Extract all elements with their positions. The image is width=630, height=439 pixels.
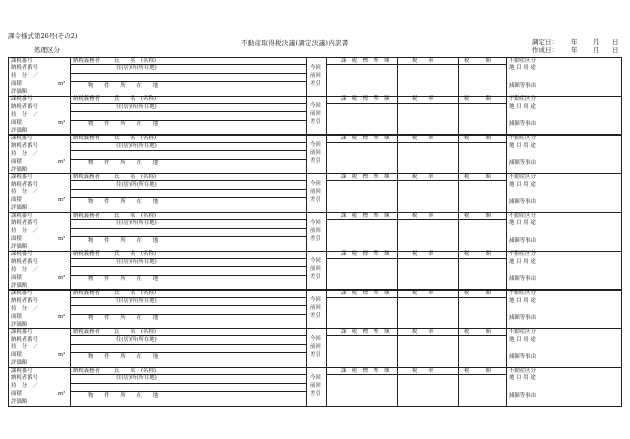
reduction-reason-label: 減額等事由 (509, 237, 536, 244)
address-label: 住(居)所(所在地) (116, 181, 157, 188)
taxpayer-label: 納税義務者 (73, 251, 100, 258)
name-label: 氏 名 (名称) (114, 251, 156, 258)
assessment-month-unit: 月 (593, 38, 600, 46)
property-class-label: 不動産区分 (509, 251, 536, 258)
tax-rate-header: 税 率 (412, 212, 434, 219)
land-use-label: 地 目 用 途 (509, 181, 536, 188)
taxpayer-number-label: 納税者番号 (11, 220, 38, 227)
property-location-label: 物 件 所 在 地 (88, 392, 159, 399)
this-time-label: 今回 (310, 219, 321, 226)
this-time-label: 今回 (310, 374, 321, 381)
tax-amount-header: 税 額 (464, 57, 491, 64)
reduction-reason-label: 減額等事由 (509, 82, 536, 89)
tax-base-header: 課 税 標 準 額 (341, 367, 390, 374)
assessed-value-label: 評価額 (11, 244, 28, 250)
assessment-day-unit: 日 (612, 38, 619, 46)
area-unit: m² (58, 391, 66, 398)
record-block (8, 328, 622, 367)
share-label: 持 分 ／ (11, 73, 38, 79)
tax-base-header: 課 税 標 準 額 (341, 212, 390, 219)
assessed-value-label: 評価額 (11, 321, 28, 328)
previous-label: 前回 (310, 343, 321, 350)
taxpayer-label: 納税義務者 (73, 328, 100, 335)
difference-label: 差引 (310, 313, 321, 319)
share-label: 持 分 ／ (11, 305, 38, 312)
taxpayer-label: 納税義務者 (73, 173, 100, 180)
name-label: 氏 名 (名称) (114, 173, 156, 180)
tax-rate-header: 税 率 (412, 57, 434, 64)
this-time-label: 今回 (310, 335, 321, 342)
share-label: 持 分 ／ (11, 111, 38, 118)
this-time-label: 今回 (310, 297, 321, 303)
previous-label: 前回 (310, 111, 321, 118)
tax-number-label: 課税番号 (11, 212, 33, 219)
taxpayer-number-label: 納税者番号 (11, 259, 38, 266)
land-use-label: 地 目 用 途 (509, 142, 536, 149)
address-label: 住(居)所(所在地) (116, 104, 157, 111)
land-use-label: 地 目 用 途 (509, 375, 536, 382)
taxpayer-label: 納税義務者 (73, 96, 100, 103)
name-label: 氏 名 (名称) (114, 135, 156, 141)
tax-base-header: 課 税 標 準 額 (341, 96, 390, 103)
difference-label: 差引 (310, 196, 321, 203)
taxpayer-number-label: 納税者番号 (11, 181, 38, 188)
tax-amount-header: 税 額 (464, 212, 491, 219)
record-block (8, 57, 622, 96)
land-use-label: 地 目 用 途 (509, 65, 536, 72)
tax-rate-header: 税 率 (412, 96, 434, 103)
tax-base-header: 課 税 標 準 額 (341, 57, 390, 64)
assessment-year-unit: 年 (571, 38, 578, 46)
assessed-value-label: 評価額 (11, 282, 28, 289)
area-label: 面積 (11, 274, 22, 281)
previous-label: 前回 (310, 227, 321, 234)
tax-base-header: 課 税 標 準 額 (341, 328, 390, 335)
property-location-label: 物 件 所 在 地 (88, 353, 159, 360)
form-number: 課令様式第26号(その2) (8, 32, 78, 40)
area-unit: m² (58, 352, 66, 359)
taxpayer-number-label: 納税者番号 (11, 375, 38, 382)
tax-number-label: 課税番号 (11, 290, 33, 296)
address-label: 住(居)所(所在地) (116, 220, 157, 227)
tax-base-header: 課 税 標 準 額 (341, 251, 390, 258)
name-label: 氏 名 (名称) (114, 328, 156, 335)
area-unit: m² (58, 197, 66, 204)
tax-base-header: 課 税 標 準 額 (341, 173, 390, 180)
property-class-label: 不動産区分 (509, 57, 536, 64)
area-label: 面積 (11, 197, 22, 204)
this-time-label: 今回 (310, 103, 321, 110)
property-class-label: 不動産区分 (509, 96, 536, 103)
address-label: 住(居)所(所在地) (116, 336, 157, 343)
area-label: 面積 (11, 81, 22, 88)
tax-amount-header: 税 額 (464, 135, 491, 141)
share-label: 持 分 ／ (11, 266, 38, 273)
assessed-value-label: 評価額 (11, 205, 28, 212)
created-year-unit: 年 (571, 46, 578, 54)
address-label: 住(居)所(所在地) (116, 65, 157, 72)
tax-base-header: 課 税 標 準 額 (341, 135, 390, 141)
property-location-label: 物 件 所 在 地 (88, 237, 159, 244)
area-label: 面積 (11, 158, 22, 165)
record-block (8, 96, 622, 135)
difference-label: 差引 (310, 274, 321, 281)
tax-number-label: 課税番号 (11, 328, 33, 335)
this-time-label: 今回 (310, 64, 321, 71)
this-time-label: 今回 (310, 258, 321, 265)
property-location-label: 物 件 所 在 地 (88, 198, 159, 205)
property-class-label: 不動産区分 (509, 135, 536, 141)
name-label: 氏 名 (名称) (114, 212, 156, 219)
processing-class-label: 処理区分 (34, 46, 60, 54)
property-location-label: 物 件 所 在 地 (88, 315, 159, 321)
share-label: 持 分 ／ (11, 344, 38, 351)
taxpayer-number-label: 納税者番号 (11, 104, 38, 111)
tax-number-label: 課税番号 (11, 367, 33, 374)
reduction-reason-label: 減額等事由 (509, 121, 536, 128)
address-label: 住(居)所(所在地) (116, 375, 157, 382)
reduction-reason-label: 減額等事由 (509, 276, 536, 283)
taxpayer-number-label: 納税者番号 (11, 336, 38, 343)
tax-number-label: 課税番号 (11, 173, 33, 180)
address-label: 住(居)所(所在地) (116, 142, 157, 149)
difference-label: 差引 (310, 158, 321, 164)
assessed-value-label: 評価額 (11, 89, 28, 95)
property-class-label: 不動産区分 (509, 173, 536, 180)
assessed-value-label: 評価額 (11, 399, 28, 405)
property-location-label: 物 件 所 在 地 (88, 276, 159, 283)
tax-rate-header: 税 率 (412, 328, 434, 335)
tax-amount-header: 税 額 (464, 290, 491, 296)
difference-label: 差引 (310, 235, 321, 242)
area-unit: m² (58, 158, 66, 165)
area-unit: m² (58, 81, 66, 88)
property-class-label: 不動産区分 (509, 290, 536, 296)
property-location-label: 物 件 所 在 地 (88, 82, 159, 89)
previous-label: 前回 (310, 150, 321, 156)
assessed-value-label: 評価額 (11, 166, 28, 173)
address-label: 住(居)所(所在地) (116, 297, 157, 304)
address-label: 住(居)所(所在地) (116, 259, 157, 266)
property-location-label: 物 件 所 在 地 (88, 160, 159, 166)
share-label: 持 分 ／ (11, 189, 38, 196)
taxpayer-label: 納税義務者 (73, 57, 100, 64)
tax-number-label: 課税番号 (11, 135, 33, 141)
record-block (8, 290, 622, 329)
land-use-label: 地 目 用 途 (509, 336, 536, 343)
this-time-label: 今回 (310, 180, 321, 187)
property-class-label: 不動産区分 (509, 328, 536, 335)
record-block (8, 367, 622, 406)
tax-amount-header: 税 額 (464, 328, 491, 335)
property-class-label: 不動産区分 (509, 367, 536, 374)
property-class-label: 不動産区分 (509, 212, 536, 219)
record-block (8, 212, 622, 251)
share-label: 持 分 ／ (11, 383, 38, 389)
land-use-label: 地 目 用 途 (509, 104, 536, 111)
assessed-value-label: 評価額 (11, 360, 28, 367)
assessment-date-label: 調定日： (532, 38, 558, 46)
page-title: 不動産取得税決議(調定決議)内訳書 (241, 39, 349, 47)
taxpayer-label: 納税義務者 (73, 367, 100, 374)
difference-label: 差引 (310, 119, 321, 126)
area-label: 面積 (11, 313, 22, 320)
name-label: 氏 名 (名称) (114, 290, 156, 296)
name-label: 氏 名 (名称) (114, 57, 156, 64)
taxpayer-label: 納税義務者 (73, 135, 100, 141)
tax-number-label: 課税番号 (11, 96, 33, 103)
name-label: 氏 名 (名称) (114, 367, 156, 374)
tax-number-label: 課税番号 (11, 57, 33, 64)
taxpayer-number-label: 納税者番号 (11, 65, 38, 72)
tax-base-header: 課 税 標 準 額 (341, 290, 390, 296)
tax-rate-header: 税 率 (412, 367, 434, 374)
tax-number-label: 課税番号 (11, 251, 33, 258)
difference-label: 差引 (310, 80, 321, 87)
area-label: 面積 (11, 352, 22, 359)
tax-amount-header: 税 額 (464, 251, 491, 258)
share-label: 持 分 ／ (11, 228, 38, 234)
land-use-label: 地 目 用 途 (509, 220, 536, 227)
area-unit: m² (58, 119, 66, 126)
area-label: 面積 (11, 236, 22, 243)
record-block (8, 173, 622, 212)
land-use-label: 地 目 用 途 (509, 297, 536, 304)
reduction-reason-label: 減額等事由 (509, 353, 536, 360)
reduction-reason-label: 減額等事由 (509, 198, 536, 205)
tax-amount-header: 税 額 (464, 367, 491, 374)
taxpayer-label: 納税義務者 (73, 290, 100, 296)
previous-label: 前回 (310, 305, 321, 311)
created-day-unit: 日 (612, 46, 619, 54)
reduction-reason-label: 減額等事由 (509, 160, 536, 166)
name-label: 氏 名 (名称) (114, 96, 156, 103)
area-label: 面積 (11, 391, 22, 398)
area-unit: m² (58, 274, 66, 281)
land-use-label: 地 目 用 途 (509, 259, 536, 266)
reduction-reason-label: 減額等事由 (509, 392, 536, 399)
this-time-label: 今回 (310, 142, 321, 148)
previous-label: 前回 (310, 382, 321, 389)
tax-rate-header: 税 率 (412, 173, 434, 180)
taxpayer-number-label: 納税者番号 (11, 142, 38, 149)
difference-label: 差引 (310, 351, 321, 358)
share-label: 持 分 ／ (11, 150, 38, 157)
record-block (8, 251, 622, 290)
assessed-value-label: 評価額 (11, 127, 28, 134)
tax-amount-header: 税 額 (464, 96, 491, 103)
created-month-unit: 月 (593, 46, 600, 54)
taxpayer-label: 納税義務者 (73, 212, 100, 219)
created-date-label: 作成日： (532, 46, 558, 54)
tax-rate-header: 税 率 (412, 290, 434, 296)
previous-label: 前回 (310, 188, 321, 195)
difference-label: 差引 (310, 390, 321, 397)
previous-label: 前回 (310, 266, 321, 273)
reduction-reason-label: 減額等事由 (509, 315, 536, 321)
area-unit: m² (58, 236, 66, 243)
area-unit: m² (58, 313, 66, 320)
property-location-label: 物 件 所 在 地 (88, 121, 159, 128)
tax-rate-header: 税 率 (412, 135, 434, 141)
taxpayer-number-label: 納税者番号 (11, 297, 38, 304)
tax-rate-header: 税 率 (412, 251, 434, 258)
area-label: 面積 (11, 119, 22, 126)
tax-amount-header: 税 額 (464, 173, 491, 180)
previous-label: 前回 (310, 72, 321, 79)
record-block (8, 135, 622, 174)
